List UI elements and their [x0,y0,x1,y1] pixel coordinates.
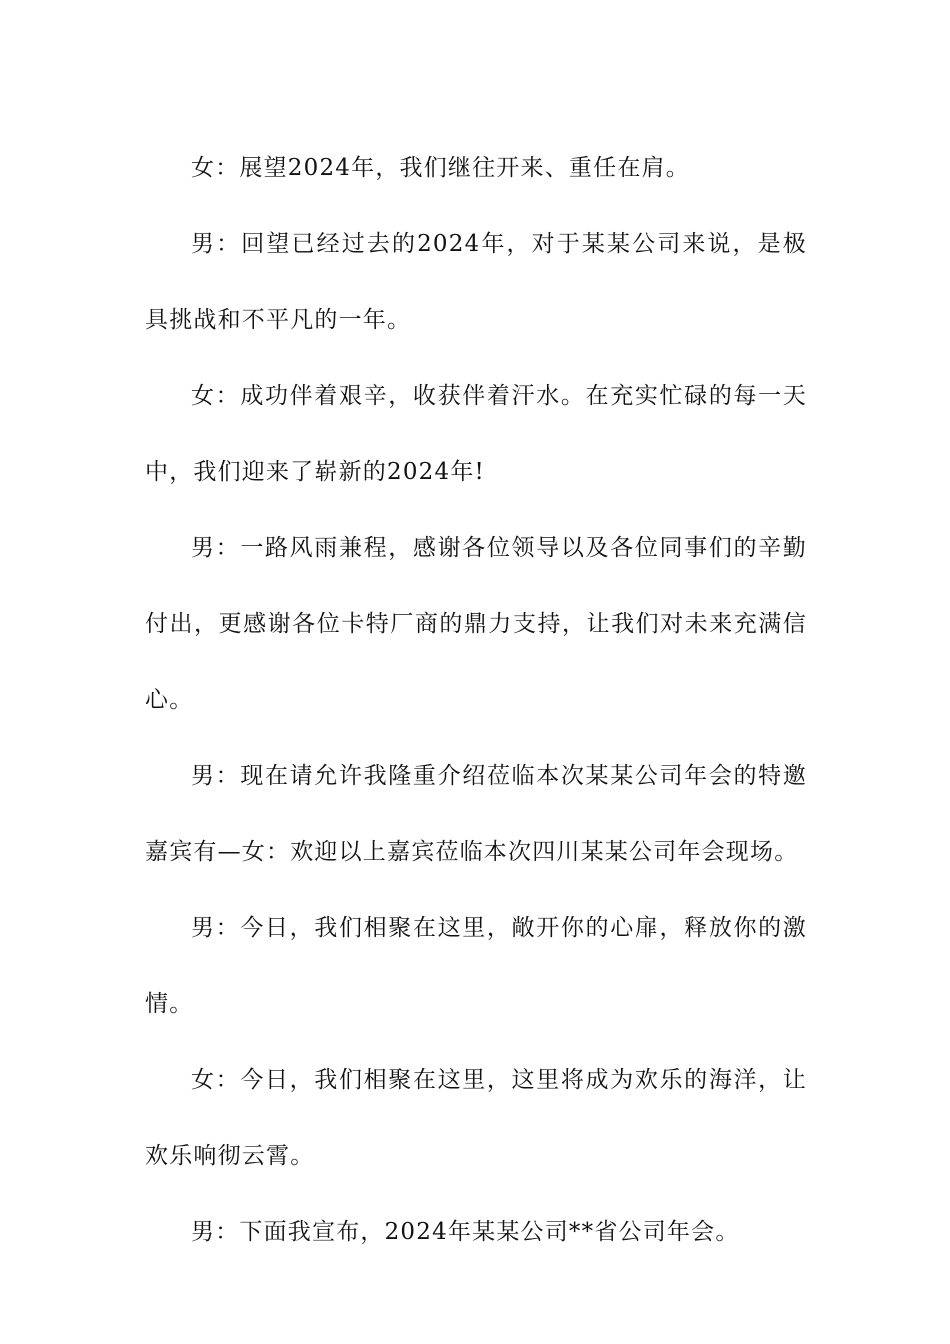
paragraph: 女：成功伴着艰辛，收获伴着汗水。在充实忙碌的每一天中，我们迎来了崭新的2024年! [145,383,807,485]
paragraph: 女：展望2024年，我们继往开来、重任在肩。 [191,155,690,181]
paragraph: 男：一路风雨兼程，感谢各位领导以及各位同事们的辛勤付出，更感谢各位卡特厂商的鼎力支持，让我们对未来充满信心。 [145,535,807,713]
paragraph: 男：回望已经过去的2024年，对于某某公司来说，是极具挑战和不平凡的一年。 [145,231,807,333]
paragraph: 男：下面我宣布，2024年某某公司**省公司年会。 [191,1219,740,1245]
paragraph: 男：今日，我们相聚在这里，敞开你的心扉，释放你的激情。 [145,915,807,1017]
document-body [145,130,807,1270]
paragraph: 男：现在请允许我隆重介绍莅临本次某某公司年会的特邀嘉宾有—女：欢迎以上嘉宾莅临本次四川某某公司年会现场。 [145,763,807,865]
paragraph: 女：今日，我们相聚在这里，这里将成为欢乐的海洋，让欢乐响彻云霄。 [145,1067,807,1169]
